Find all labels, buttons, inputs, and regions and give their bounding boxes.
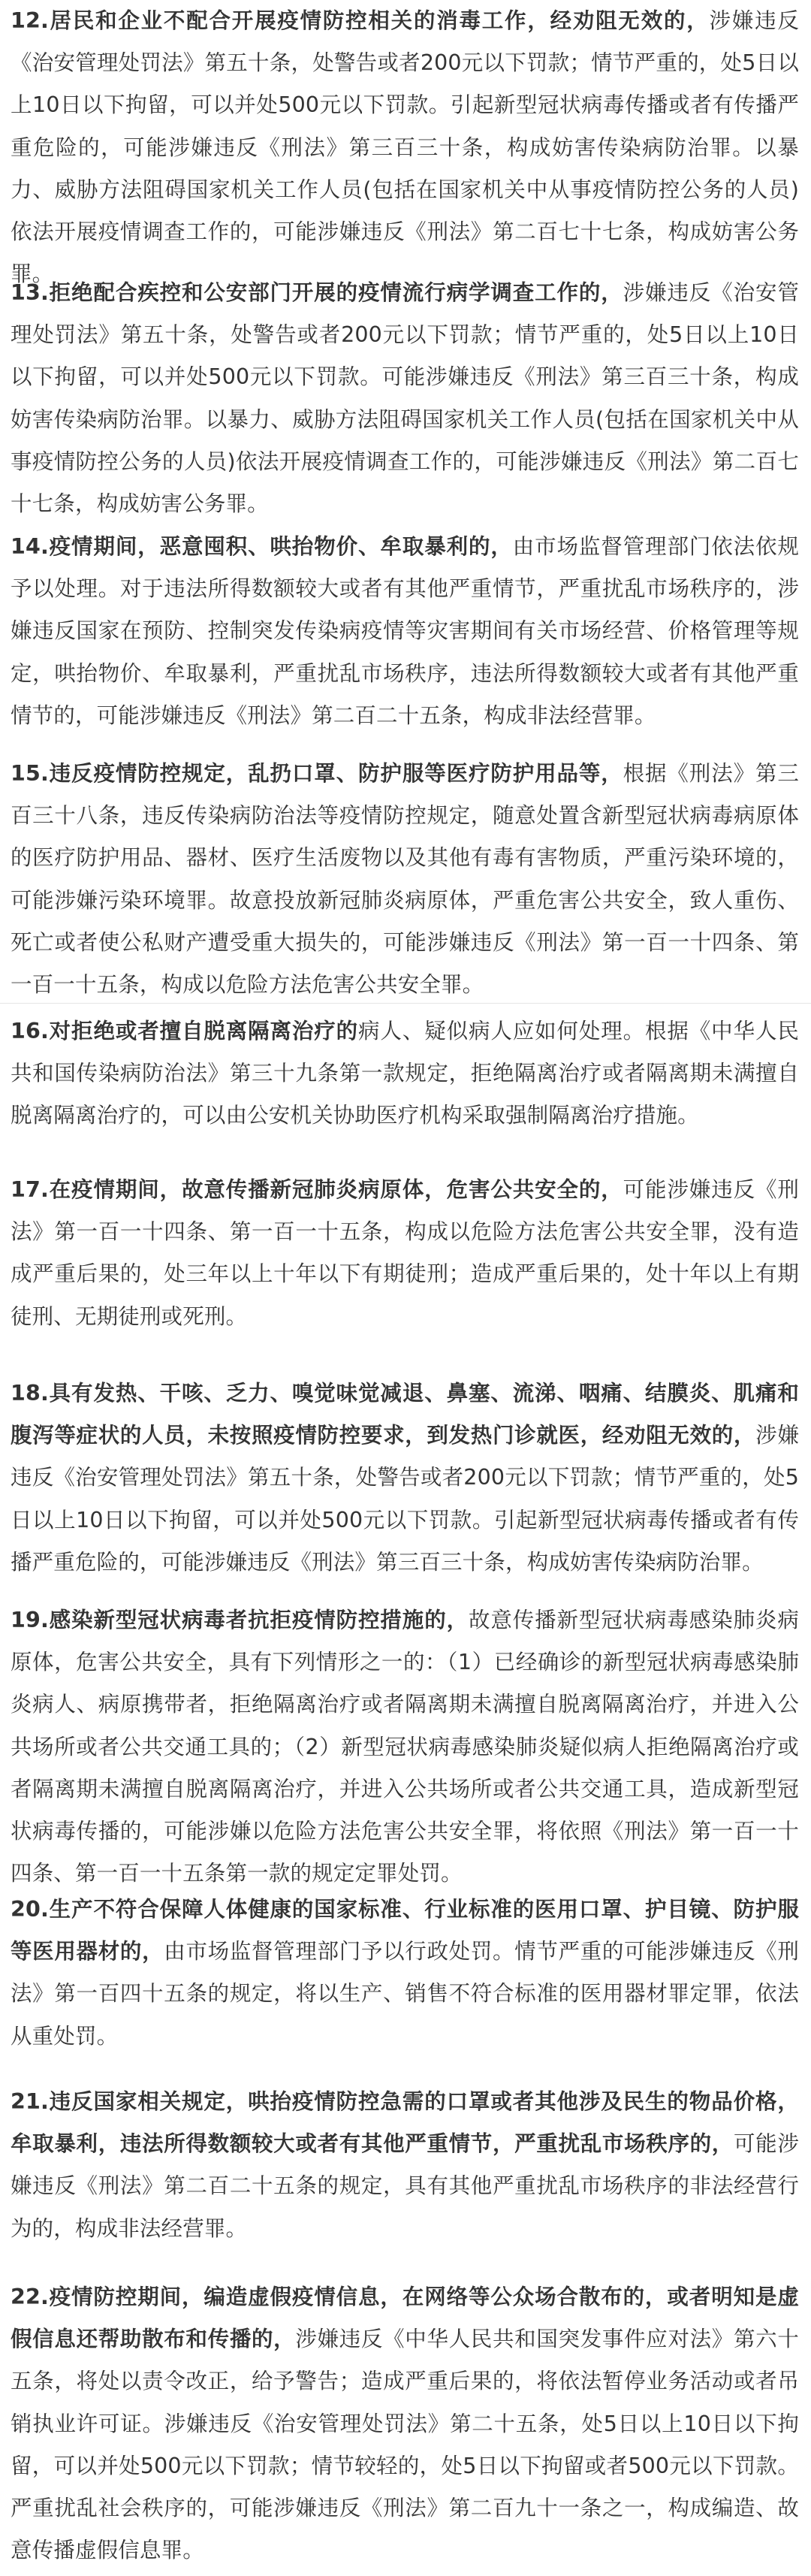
clause-14 [11,526,799,737]
clause-19-text: 故意传播新型冠状病毒感染肺炎病原体，危害公共安全，具有下列情形之一的：（1）已经确诊的新型冠状病毒感染肺炎病人、病原携带者，拒绝隔离治疗或者隔离期未满擅自脱离隔离治疗，并进入公共场所或者公共交通工具的；（2）新型冠状病毒感染肺炎疑似病人拒绝隔离治疗或者隔离期未满擅自脱离隔离治疗，并进入公共场所或者公共交通工具，造成新型冠状病毒传播的，可能涉嫌以危险方法危害公共安全罪，将依照《刑法》第一百一十四条、第一百一十五条第一款的规定定罪处罚。 [11,1608,799,1886]
clause-22-heading: 22.疫情防控期间，编造虚假疫情信息，在网络等公众场合散布的，或者明知是虚假信息还帮助散布和传播的， [11,2285,799,2352]
clause-13 [11,272,799,525]
clause-16 [11,1010,799,1137]
clause-15-heading: 15.违反疫情防控规定，乱扔口罩、防护服等医疗防护用品等， [11,761,623,786]
clause-16-text: 病人、疑似病人应如何处理。根据《中华人民共和国传染病防治法》第三十九条第一款规定，拒绝隔离治疗或者隔离期未满擅自脱离隔离治疗的，可以由公安机关协助医疗机构采取强制隔离治疗措施。 [11,1019,799,1128]
clause-21-heading: 21.违反国家相关规定，哄抬疫情防控急需的口罩或者其他涉及民生的物品价格，牟取暴利，违法所得数额较大或者有其他严重情节，严重扰乱市场秩序的， [11,2089,799,2157]
divider-line [0,1003,811,1004]
clause-18-text: 涉嫌违反《治安管理处罚法》第五十条，处警告或者200元以下罚款；情节严重的，处5日以上10日以下拘留，可以并处500元以下罚款。引起新型冠状病毒传播或者有传播严重危险的，可能涉嫌违反《刑法》第三百三十条，构成妨害传染病防治罪。 [11,1423,799,1575]
clause-21-text: 可能涉嫌违反《刑法》第二百二十五条的规定，具有其他严重扰乱市场秩序的非法经营行为的，构成非法经营罪。 [11,2131,799,2241]
clause-14-heading: 14.疫情期间，恶意囤积、哄抬物价、牟取暴利的， [11,534,513,559]
clause-21 [11,2081,799,2250]
clause-17 [11,1169,799,1338]
clause-22 [11,2276,799,2571]
clause-22-text: 涉嫌违反《中华人民共和国突发事件应对法》第六十五条，将处以责令改正，给予警告；造成严重后果的，将依法暂停业务活动或者吊销执业许可证。涉嫌违反《治安管理处罚法》第二十五条，处5日以上10日以下拘留，可以并处500元以下罚款；情节较轻的，处5日以下拘留或者500元以下罚款。严重扰乱社会秩序的，可能涉嫌违反《刑法》第二百九十一条之一，构成编造、故意传播虚假信息罪。 [11,2327,799,2563]
clause-20-text: 由市场监督管理部门予以行政处罚。情节严重的可能涉嫌违反《刑法》第一百四十五条的规定，将以生产、销售不符合标准的医用器材罪定罪，依法从重处罚。 [11,1939,799,2049]
clause-18 [11,1373,799,1584]
clause-13-heading: 13.拒绝配合疾控和公安部门开展的疫情流行病学调查工作的， [11,280,623,305]
clause-20 [11,1889,799,2058]
clause-15-text: 根据《刑法》第三百三十八条，违反传染病防治法等疫情防控规定，随意处置含新型冠状病毒病原体的医疗防护用品、器材、医疗生活废物以及其他有毒有害物质，严重污染环境的，可能涉嫌污染环境罪。故意投放新冠肺炎病原体，严重危害公共安全，致人重伤、死亡或者使公私财产遭受重大损失的，可能涉嫌违反《刑法》第一百一十四条、第一百一十五条，构成以危险方法危害公共安全罪。 [11,761,799,998]
clause-16-heading: 16.对拒绝或者擅自脱离隔离治疗的 [11,1019,359,1043]
clause-12 [11,0,799,295]
clause-17-text: 可能涉嫌违反《刑法》第一百一十四条、第一百一十五条，构成以危险方法危害公共安全罪，没有造成严重后果的，处三年以上十年以下有期徒刑；造成严重后果的，处十年以上有期徒刑、无期徒刑或死刑。 [11,1177,799,1329]
clause-19 [11,1599,799,1895]
clause-13-text: 涉嫌违反《治安管理处罚法》第五十条，处警告或者200元以下罚款；情节严重的，处5日以上10日以下拘留，可以并处500元以下罚款。可能涉嫌违反《刑法》第三百三十条，构成妨害传染病防治罪。以暴力、威胁方法阻碍国家机关工作人员(包括在国家机关中从事疫情防控公务的人员)依法开展疫情调查工作的，可能涉嫌违反《刑法》第二百七十七条，构成妨害公务罪。 [11,280,799,517]
clause-12-text: 涉嫌违反《治安管理处罚法》第五十条，处警告或者200元以下罚款；情节严重的，处5日以上10日以下拘留，可以并处500元以下罚款。引起新型冠状病毒传播或者有传播严重危险的，可能涉嫌违反《刑法》第三百三十条，构成妨害传染病防治罪。以暴力、威胁方法阻碍国家机关工作人员(包括在国家机关中从事疫情防控公务的人员)依法开展疫情调查工作的，可能涉嫌违反《刑法》第二百七十七条，构成妨害公务罪。 [11,8,799,287]
clause-14-text: 由市场监督管理部门依法依规予以处理。对于违法所得数额较大或者有其他严重情节，严重扰乱市场秩序的，涉嫌违反国家在预防、控制突发传染病疫情等灾害期间有关市场经营、价格管理等规定，哄抬物价、牟取暴利，严重扰乱市场秩序，违法所得数额较大或者有其他严重情节的，可能涉嫌违反《刑法》第二百二十五条，构成非法经营罪。 [11,534,800,728]
clause-12-heading: 12.居民和企业不配合开展疫情防控相关的消毒工作，经劝阻无效的， [11,8,710,33]
clause-20-heading: 20.生产不符合保障人体健康的国家标准、行业标准的医用口罩、护目镜、防护服等医用器材的， [11,1897,799,1964]
clause-18-heading: 18.具有发热、干咳、乏力、嗅觉味觉减退、鼻塞、流涕、咽痛、结膜炎、肌痛和腹泻等症状的人员，未按照疫情防控要求，到发热门诊就医，经劝阻无效的， [11,1381,799,1448]
clause-15 [11,753,799,1006]
clause-19-heading: 19.感染新型冠状病毒者抗拒疫情防控措施的， [11,1608,469,1632]
clause-17-heading: 17.在疫情期间，故意传播新冠肺炎病原体，危害公共安全的， [11,1177,623,1202]
